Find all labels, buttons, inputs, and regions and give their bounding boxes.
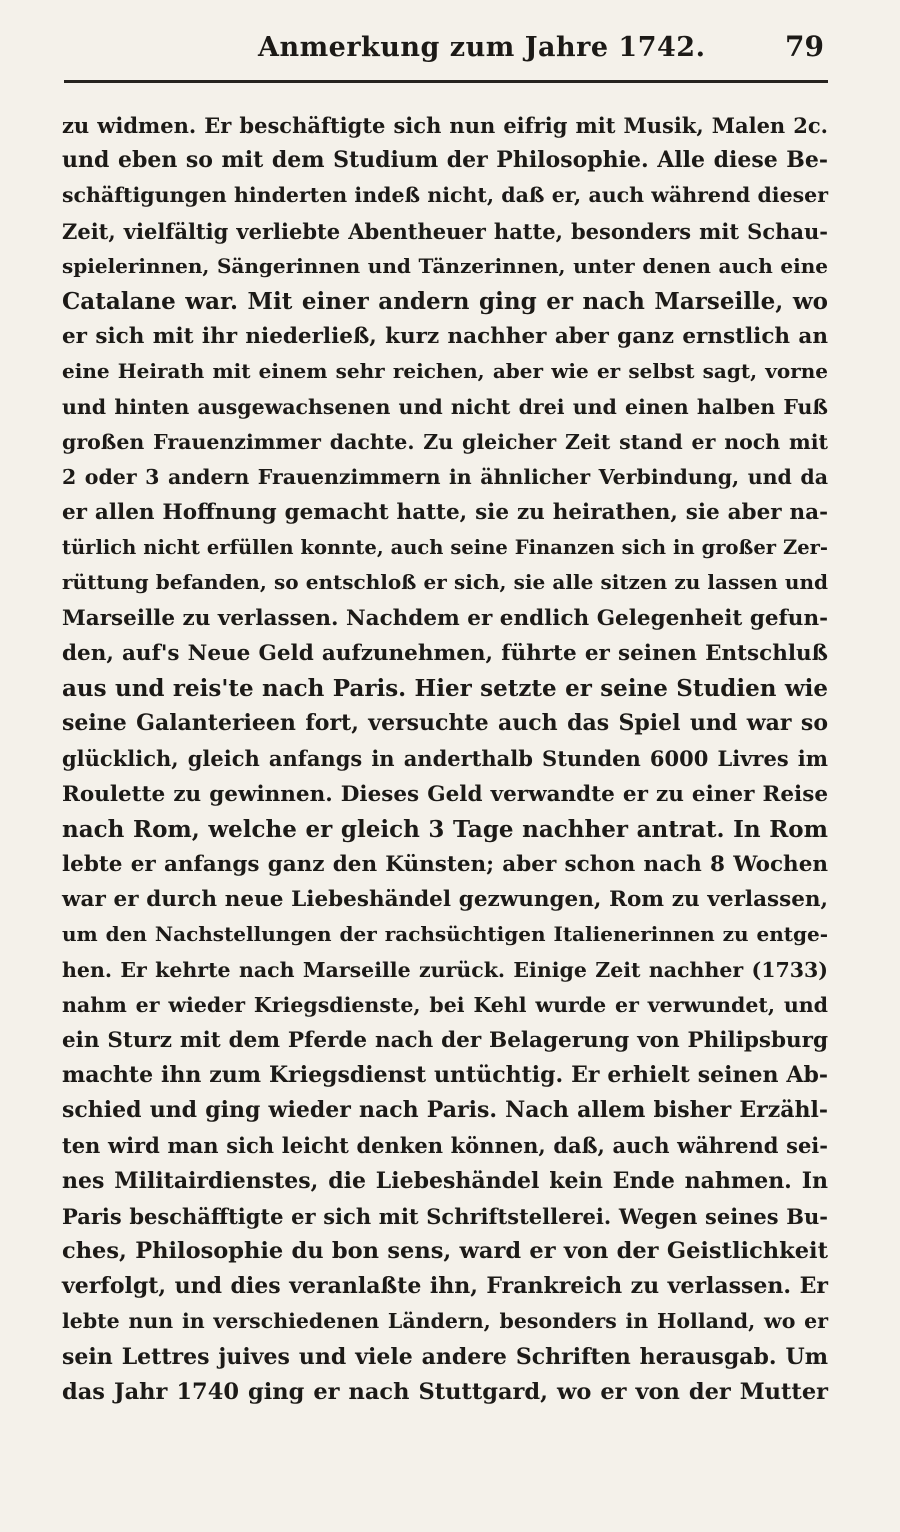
text-line: nes Militairdienstes, die Liebeshändel kein Ende nahmen. In [62, 1167, 828, 1194]
text-line: ten wird man sich leicht denken können, daß, auch während sei- [62, 1133, 828, 1159]
text-line: er sich mit ihr niederließ, kurz nachher aber ganz ernstlich an [62, 324, 828, 350]
text-line: verfolgt, und dies veranlaßte ihn, Frankreich zu verlassen. Er [62, 1273, 828, 1300]
text-line: Catalane war. Mit einer andern ging er nach Marseille, wo [62, 287, 828, 315]
text-line: schied und ging wieder nach Paris. Nach allem bisher Erzähl- [62, 1097, 828, 1124]
text-line: ein Sturz mit dem Pferde nach der Belagerung von Philipsburg [62, 1027, 828, 1053]
text-line: und hinten ausgewachsenen und nicht drei und einen halben Fuß [62, 394, 828, 419]
text-line: Zeit, vielfältig verliebte Abentheuer hatte, besonders mit Schau- [62, 218, 828, 244]
text-line: ches, Philosophie du bon sens, ward er von der Geistlichkeit [62, 1238, 828, 1264]
page-number: 79 [785, 30, 824, 63]
text-line: spielerinnen, Sängerinnen und Tänzerinnen, unter denen auch eine [62, 253, 828, 278]
text-line: aus und reis'te nach Paris. Hier setzte er seine Studien wie [62, 675, 828, 702]
text-line: glücklich, gleich anfangs in anderthalb Stunden 6000 Livres im [62, 746, 828, 772]
text-line: zu widmen. Er beschäftigte sich nun eifrig mit Musik, Malen 2c. [62, 113, 828, 138]
header-rule [64, 80, 828, 83]
running-head [0, 28, 900, 68]
running-title: Anmerkung zum Jahre 1742. [258, 32, 706, 63]
text-line: den, auf's Neue Geld aufzunehmen, führte er seinen Entschluß [62, 640, 828, 666]
body-text [62, 108, 828, 1410]
text-line: machte ihn zum Kriegsdienst untüchtig. Er erhielt seinen Ab- [62, 1062, 828, 1089]
text-line: eine Heirath mit einem sehr reichen, aber wie er selbst sagt, vorne [62, 359, 828, 384]
text-line: sein Lettres juives und viele andere Schriften herausgab. Um [62, 1343, 828, 1370]
text-line: war er durch neue Liebeshändel gezwungen, Rom zu verlassen, [62, 887, 828, 913]
text-line: nahm er wieder Kriegsdienste, bei Kehl wurde er verwundet, und [62, 992, 828, 1017]
text-line: das Jahr 1740 ging er nach Stuttgard, wo er von der Mutter [62, 1378, 828, 1405]
text-line: nach Rom, welche er gleich 3 Tage nachher antrat. In Rom [62, 815, 828, 843]
text-line: Paris beschäfftigte er sich mit Schriftstellerei. Wegen seines Bu- [62, 1203, 828, 1229]
text-line: türlich nicht erfüllen konnte, auch seine Finanzen sich in großer Zer- [62, 536, 828, 560]
text-line: er allen Hoffnung gemacht hatte, sie zu heirathen, sie aber na- [62, 500, 828, 526]
text-line: hen. Er kehrte nach Marseille zurück. Einige Zeit nachher (1733) [62, 957, 828, 982]
text-line: großen Frauenzimmer dachte. Zu gleicher Zeit stand er noch mit [62, 429, 828, 454]
text-line: 2 oder 3 andern Frauenzimmern in ähnlicher Verbindung, und da [62, 464, 828, 489]
text-line: lebte er anfangs ganz den Künsten; aber schon nach 8 Wochen [62, 851, 828, 877]
text-line: rüttung befanden, so entschloß er sich, sie alle sitzen zu lassen und [62, 570, 828, 595]
text-line: und eben so mit dem Studium der Philosophie. Alle diese Be- [62, 147, 828, 174]
text-line: Roulette zu gewinnen. Dieses Geld verwandte er zu einer Reise [62, 781, 828, 807]
text-line: lebte nun in verschiedenen Ländern, besonders in Holland, wo er [62, 1309, 828, 1334]
text-line: um den Nachstellungen der rachsüchtigen Italienerinnen zu entge- [62, 922, 828, 947]
text-line: Marseille zu verlassen. Nachdem er endlich Gelegenheit gefun- [62, 605, 828, 631]
text-line: seine Galanterieen fort, versuchte auch das Spiel und war so [62, 710, 828, 737]
text-line: schäftigungen hinderten indeß nicht, daß er, auch während dieser [62, 183, 828, 208]
